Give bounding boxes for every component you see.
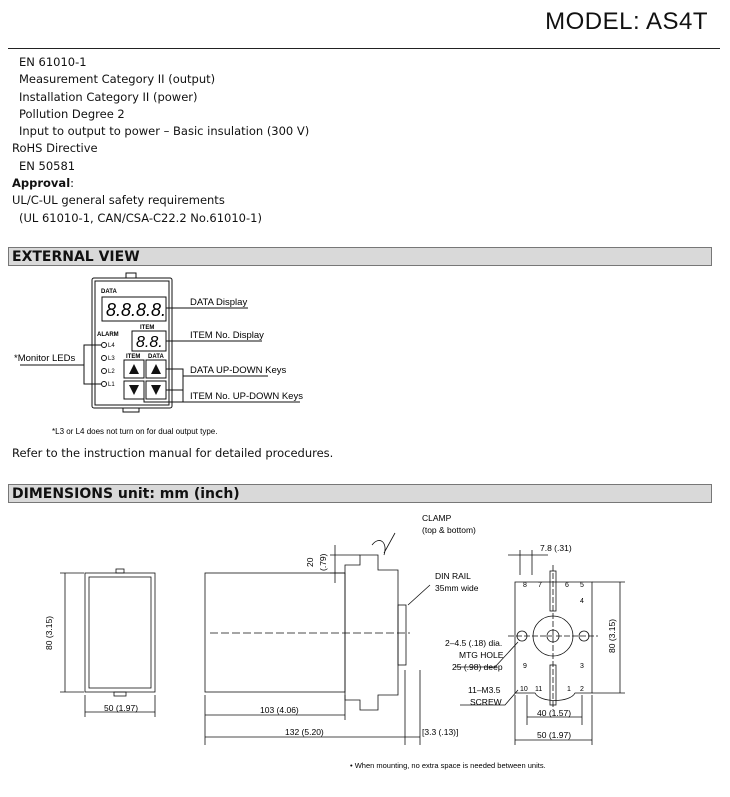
spec-line: EN 50581: [19, 158, 76, 173]
header-rule: [8, 48, 720, 49]
refer-text: Refer to the instruction manual for detailed procedures.: [12, 446, 334, 460]
clamp-sub: (top & bottom): [422, 525, 476, 535]
clamp-height-dim: 20: [305, 557, 315, 567]
terminal-number: 10: [520, 686, 528, 693]
section-header-external-view: EXTERNAL VIEW: [8, 247, 712, 266]
spec-list: [12, 54, 309, 227]
data-label: DATA: [101, 289, 117, 295]
terminal-number: 2: [580, 686, 584, 693]
terminal-number: 11: [535, 686, 543, 693]
callout-item-keys: ITEM No. UP-DOWN Keys: [190, 391, 303, 402]
key-item-label: ITEM: [126, 354, 141, 360]
data-display-digits: 8.8.8.8.: [106, 300, 167, 320]
depth-132-dim: 132 (5.20): [285, 727, 324, 737]
front-height-dim: 80 (3.15): [44, 615, 54, 650]
spec-line: Installation Category II (power): [19, 89, 198, 104]
screw-label: 11–M3.5: [468, 685, 501, 695]
terminal-number: 6: [565, 582, 569, 589]
led-l4: L4: [108, 343, 115, 349]
callout-data-keys: DATA UP-DOWN Keys: [190, 365, 287, 376]
callout-data-display: DATA Display: [190, 297, 248, 308]
base-width-40: 40 (1.57): [537, 708, 572, 718]
external-view-drawing: [0, 270, 330, 440]
led-l3: L3: [108, 356, 115, 362]
terminal-number: 7: [538, 582, 542, 589]
callout-item-display: ITEM No. Display: [190, 330, 264, 341]
led-l1: L1: [108, 382, 115, 388]
dimensions-drawing: [0, 505, 730, 775]
led-l2: L2: [108, 369, 115, 375]
hole-label-2: MTG HOLE: [459, 650, 504, 660]
spec-line: UL/C-UL general safety requirements: [12, 193, 225, 208]
spec-line: RoHS Directive: [12, 141, 98, 156]
din-sub: 35mm wide: [435, 583, 479, 593]
base-height-80: 80 (3.15): [607, 618, 617, 653]
hole-label-3: 25 (.98) deep: [452, 662, 503, 672]
section-header-dimensions: DIMENSIONS unit: mm (inch): [8, 484, 712, 503]
external-footnote: *L3 or L4 does not turn on for dual output type.: [52, 427, 218, 436]
spec-line: [12, 175, 309, 192]
din-label: DIN RAIL: [435, 571, 471, 581]
key-data-label: DATA: [148, 354, 164, 360]
terminal-number: 4: [580, 598, 584, 605]
callout-monitor-leds: *Monitor LEDs: [14, 353, 76, 364]
clamp-label: CLAMP: [422, 513, 452, 523]
pitch-dim: 7.8 (.31): [540, 543, 572, 553]
base-width-50: 50 (1.97): [537, 730, 572, 740]
spec-line: Measurement Category II (output): [19, 72, 216, 87]
terminal-number: 3: [580, 663, 584, 670]
item-label: ITEM: [140, 325, 155, 331]
approval-heading: Approval: [12, 176, 71, 191]
alarm-label: ALARM: [97, 332, 119, 338]
colon: :: [70, 176, 75, 191]
clamp-height-inch: (.79): [318, 553, 328, 571]
front-width-dim: 50 (1.97): [104, 703, 139, 713]
terminal-number: 5: [580, 582, 584, 589]
spec-line: (UL 61010-1, CAN/CSA-C22.2 No.61010-1): [19, 210, 262, 225]
terminal-number: 1: [567, 686, 571, 693]
screw-label-2: SCREW: [470, 697, 502, 707]
depth-103-dim: 103 (4.06): [260, 705, 299, 715]
spec-line: EN 61010-1: [19, 55, 87, 69]
terminal-number: 9: [523, 663, 527, 670]
mounting-footnote: • When mounting, no extra space is needed between units.: [350, 761, 546, 770]
terminal-number: 8: [523, 582, 527, 589]
spec-line: Input to output to power – Basic insulation (300 V): [19, 124, 310, 139]
model-title: MODEL: AS4T: [545, 8, 708, 35]
hole-label: 2–4.5 (.18) dia.: [445, 638, 503, 648]
rail-offset-dim: [3.3 (.13)]: [422, 727, 459, 737]
item-display-digits: 8.8.: [136, 334, 163, 351]
spec-line: Pollution Degree 2: [19, 106, 125, 121]
